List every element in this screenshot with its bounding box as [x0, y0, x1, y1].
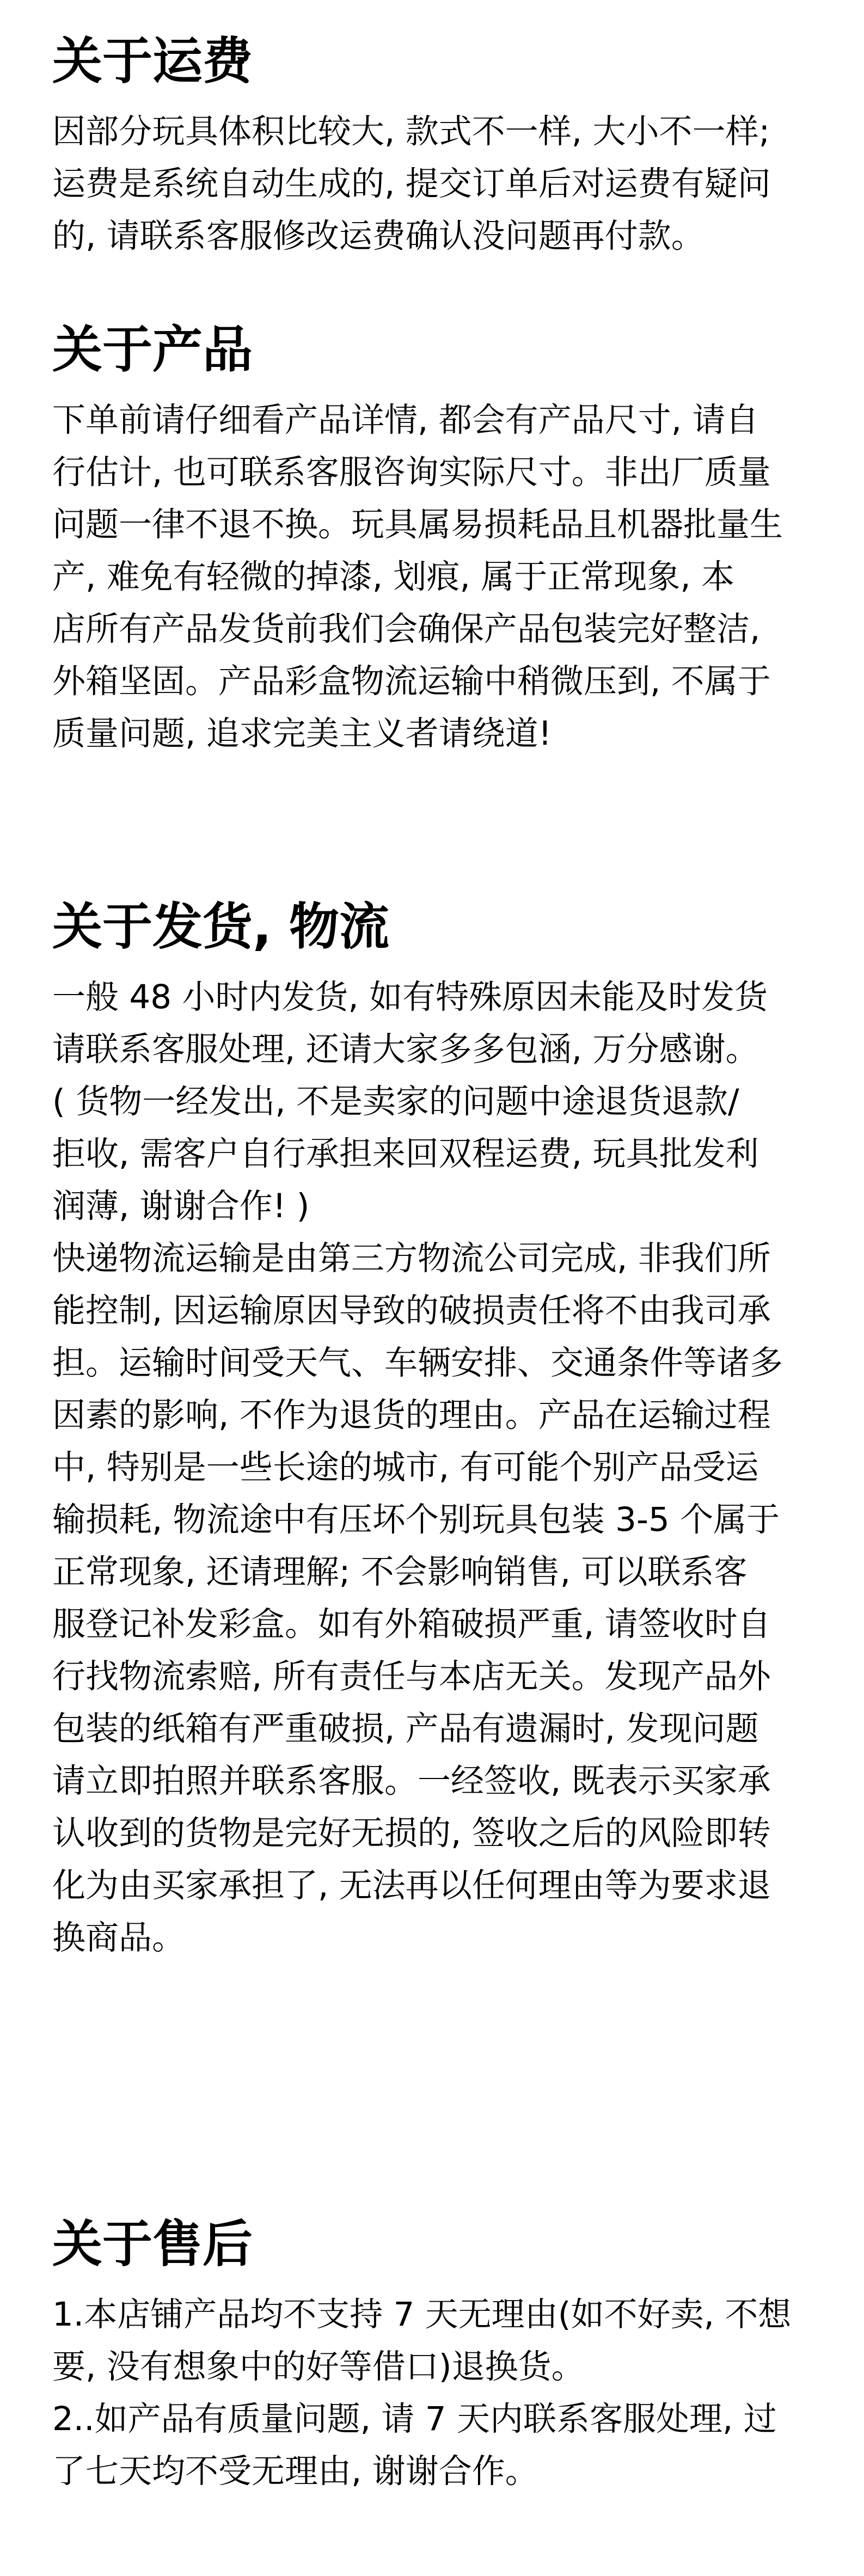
text-line: 运费是系统自动生成的, 提交订单后对运费有疑问: [52, 164, 771, 203]
text-line: 认收到的货物是完好无损的, 签收之后的风险即转: [52, 1814, 771, 1853]
text-line: 产, 难免有轻微的掉漆, 划痕, 属于正常现象, 本: [52, 557, 735, 596]
shipping-logistics-section: [52, 895, 783, 1964]
text-line: 能控制, 因运输原因导致的破损责任将不由我司承: [52, 1291, 771, 1330]
text-line: ( 货物一经发出, 不是卖家的问题中途退货退款/: [52, 1082, 739, 1121]
after-sales-item: [52, 2393, 791, 2498]
text-line: 要, 没有想象中的好等借口)退换货。: [52, 2347, 585, 2386]
text-line: 快递物流运输是由第三方物流公司完成, 非我们所: [52, 1239, 771, 1278]
text-line: 正常现象, 还请理解; 不会影响销售, 可以联系客: [52, 1553, 747, 1591]
text-line: 店所有产品发货前我们会确保产品包装完好整洁,: [52, 610, 761, 648]
product-heading: 关于产品: [52, 321, 253, 379]
product-paragraph: [52, 394, 783, 760]
text-line: 的, 请联系客服修改运费确认没问题再付款。: [52, 217, 704, 255]
text-line: 请联系客服处理, 还请大家多多包涵, 万分感谢。: [52, 1030, 759, 1069]
product-section: [52, 318, 783, 760]
text-line: 下单前请仔细看产品详情, 都会有产品尺寸, 请自: [52, 401, 759, 439]
text-line: 担。运输时间受天气、车辆安排、交通条件等诸多: [52, 1344, 783, 1382]
text-line: 因部分玩具体积比较大, 款式不一样, 大小不一样;: [52, 112, 770, 151]
text-line: 问题一律不退不换。玩具属易损耗品且机器批量生: [52, 505, 783, 544]
text-line: 换商品。: [52, 1918, 186, 1957]
text-line: 输损耗, 物流途中有压坏个别玩具包装 3-5 个属于: [52, 1500, 780, 1539]
text-line: 质量问题, 追求完美主义者请绕道!: [52, 714, 552, 753]
text-line: 一般 48 小时内发货, 如有特殊原因未能及时发货: [52, 978, 768, 1016]
after-sales-item: [52, 2289, 791, 2393]
text-line: 拒收, 需客户自行承担来回双程运费, 玩具批发利: [52, 1134, 759, 1173]
shipping-fee-paragraph: [52, 106, 771, 262]
text-line: 行估计, 也可联系客服咨询实际尺寸。非出厂质量: [52, 453, 771, 492]
shipping-logistics-heading: 关于发货, 物流: [52, 898, 389, 956]
text-line: 服登记补发彩盒。如有外箱破损严重, 请签收时自: [52, 1605, 771, 1643]
after-sales-section: [52, 2212, 791, 2498]
text-line: 中, 特别是一些长途的城市, 有可能个别产品受运: [52, 1448, 759, 1487]
text-line: 润薄, 谢谢合作! ): [52, 1187, 310, 1225]
shipping-fee-heading: 关于运费: [52, 32, 253, 90]
text-line: 包装的纸箱有严重破损, 产品有遗漏时, 发现问题: [52, 1709, 759, 1748]
text-line: 化为由买家承担了, 无法再以任何理由等为要求退: [52, 1866, 771, 1905]
text-line: 请立即拍照并联系客服。一经签收, 既表示买家承: [52, 1762, 771, 1800]
logistics-liability-paragraph: [52, 1232, 783, 1964]
shipping-time-paragraph: [52, 971, 783, 1232]
text-line: 2..如产品有质量问题, 请 7 天内联系客服处理, 过: [52, 2400, 777, 2438]
text-line: 外箱坚固。产品彩盒物流运输中稍微压到, 不属于: [52, 662, 771, 701]
text-line: 1.本店铺产品均不支持 7 天无理由(如不好卖, 不想: [52, 2295, 792, 2334]
text-line: 了七天均不受无理由, 谢谢合作。: [52, 2452, 538, 2491]
text-line: 行找物流索赔, 所有责任与本店无关。发现产品外: [52, 1657, 771, 1696]
after-sales-heading: 关于售后: [52, 2215, 253, 2273]
text-line: 因素的影响, 不作为退货的理由。产品在运输过程: [52, 1396, 771, 1434]
shipping-fee-section: [52, 29, 771, 262]
